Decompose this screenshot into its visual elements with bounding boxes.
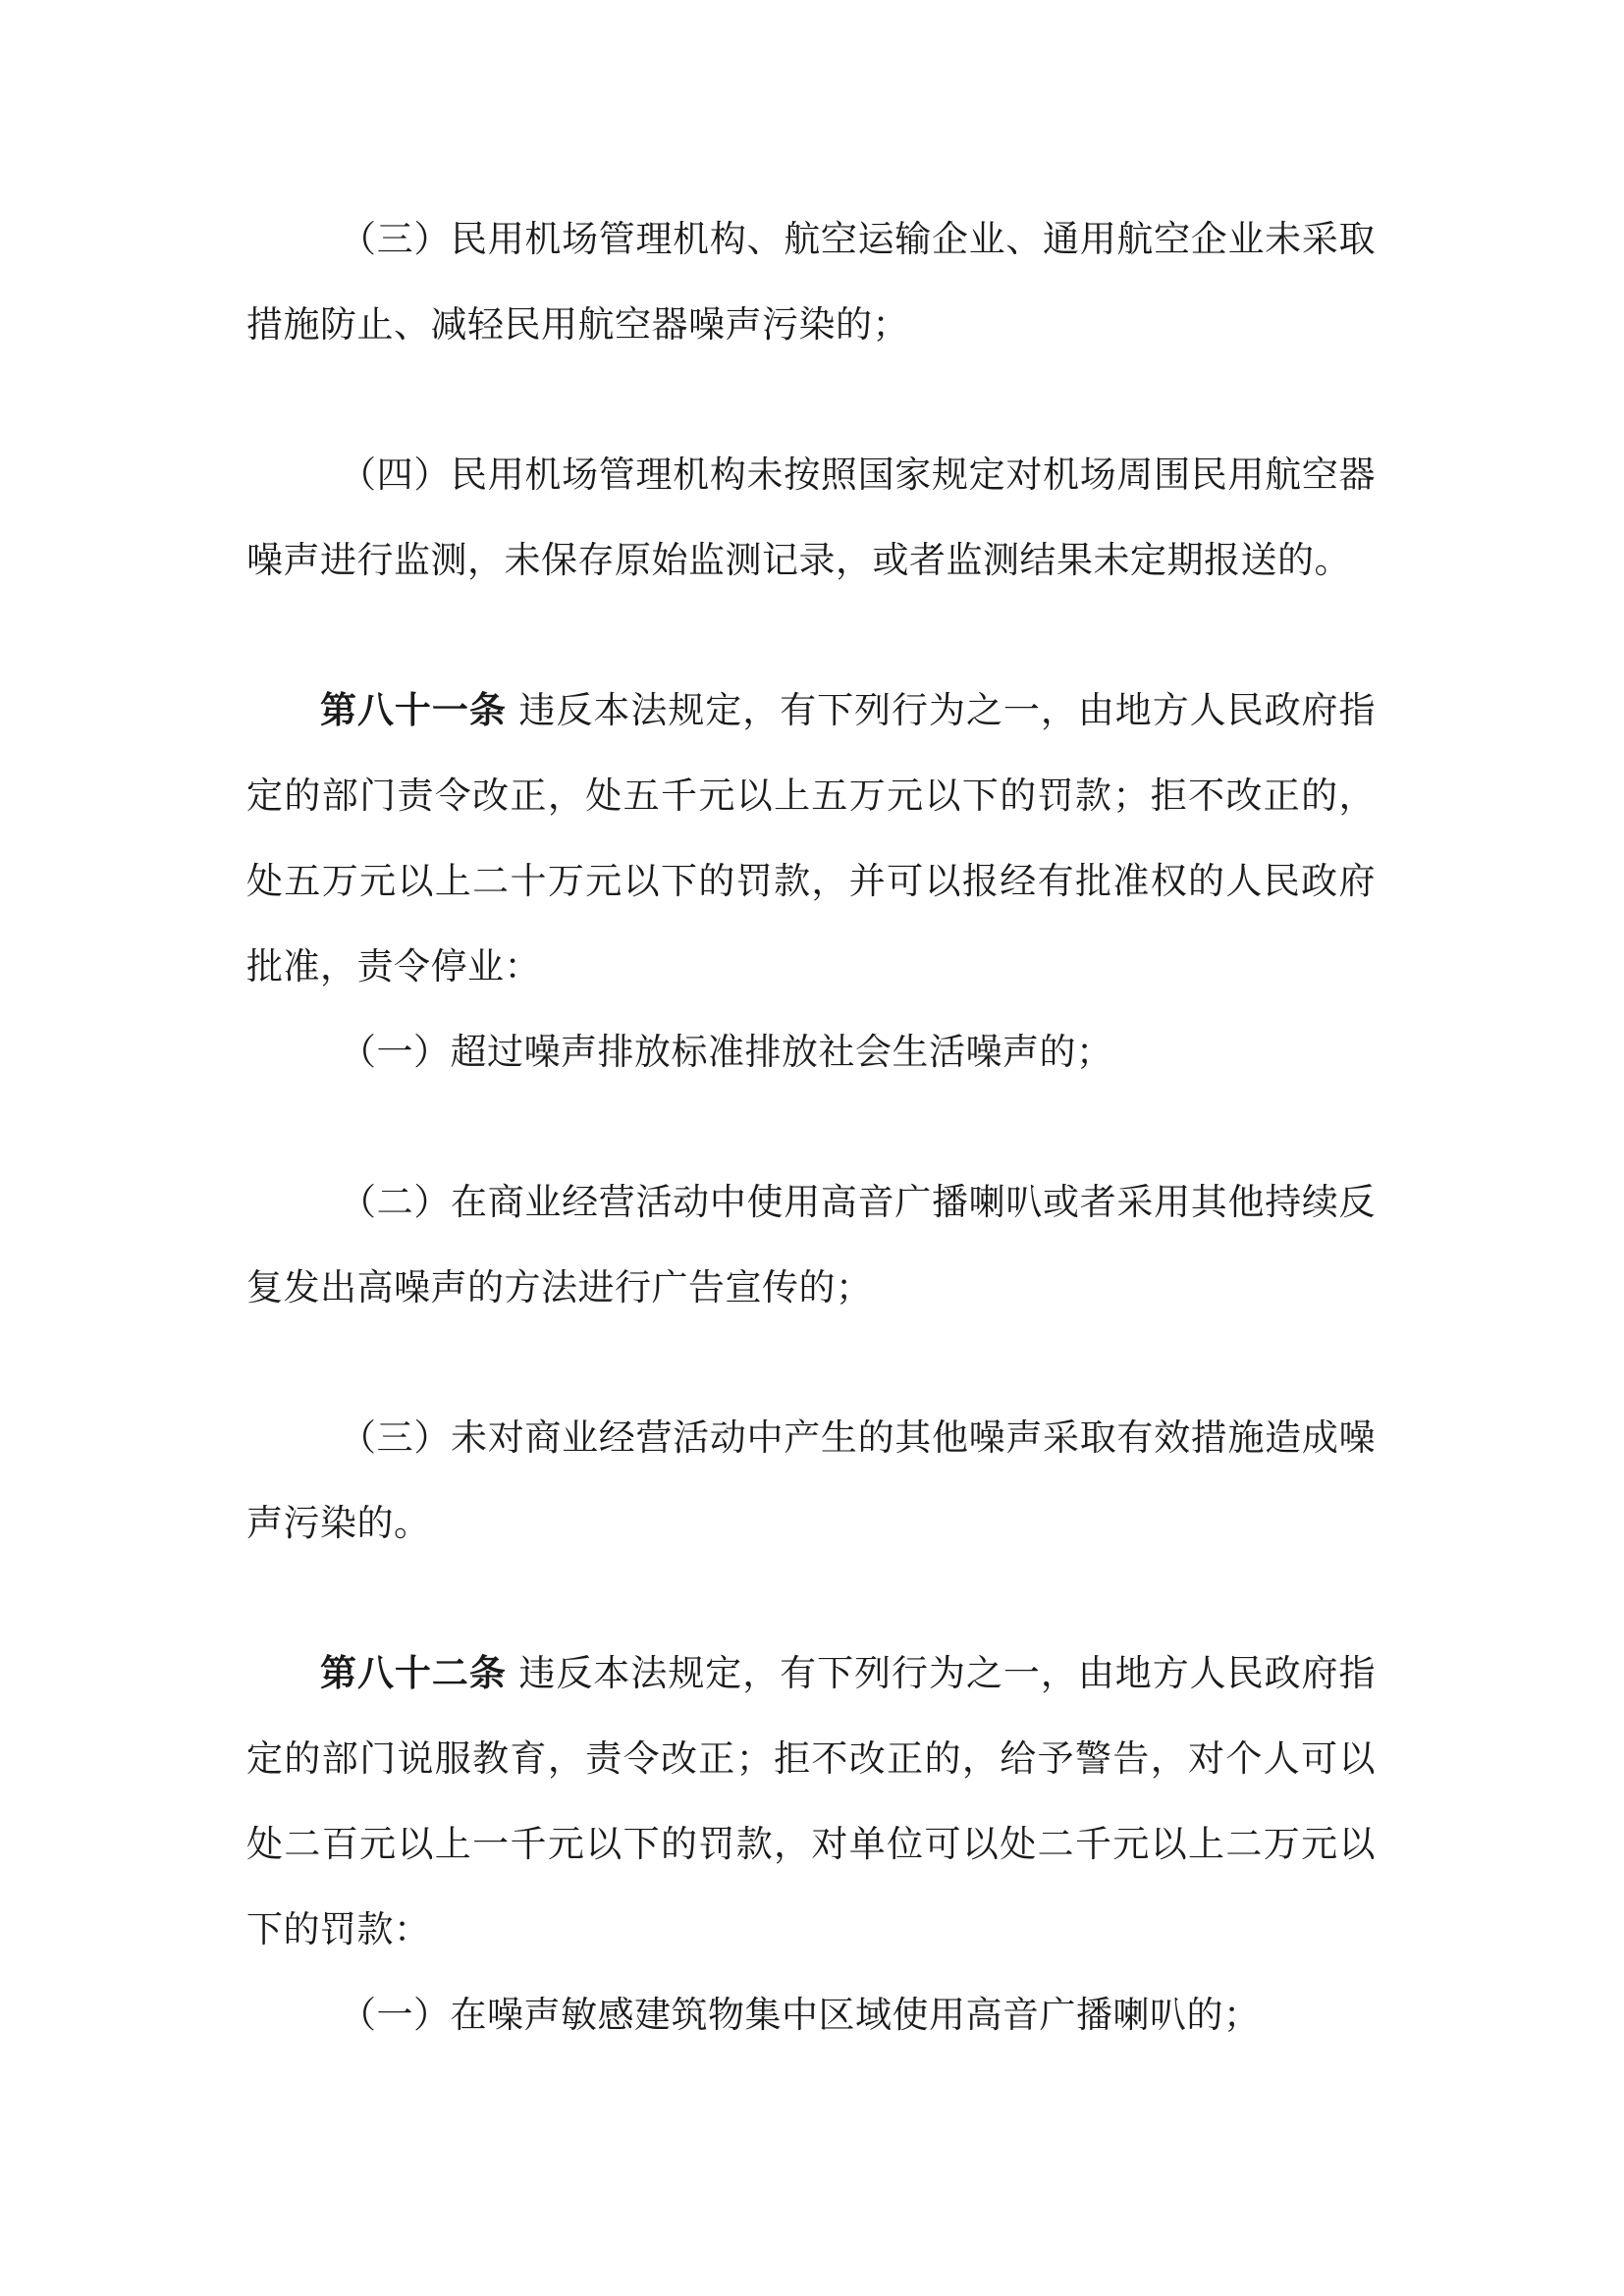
document-page	[246, 196, 1376, 2057]
article-paragraph	[246, 667, 1376, 1009]
clause-paragraph	[246, 1159, 1376, 1330]
article-text: 违反本法规定，有下列行为之一，由地方人民政府指定的部门责令改正，处五千元以上五万元以下的罚款；拒不改正的，处五万元以上二十万元以下的罚款，并可以报经有批准权的人民政府批准，责令停业：	[246, 689, 1377, 988]
clause-paragraph	[246, 432, 1376, 603]
clause-paragraph	[246, 1009, 1376, 1095]
clause-paragraph	[246, 1972, 1376, 2057]
clause-text: （四）民用机场管理机构未按照国家规定对机场周围民用航空器噪声进行监测，未保存原始监测记录，或者监测结果未定期报送的。	[246, 454, 1376, 581]
clause-text: （二）在商业经营活动中使用高音广播喇叭或者采用其他持续反复发出高噪声的方法进行广告宣传的；	[246, 1181, 1376, 1308]
clause-paragraph	[246, 1395, 1376, 1566]
clause-text: （三）民用机场管理机构、航空运输企业、通用航空企业未采取措施防止、减轻民用航空器噪声污染的；	[246, 218, 1376, 346]
article-label: 第八十二条	[320, 1652, 507, 1694]
clause-text: （三）未对商业经营活动中产生的其他噪声采取有效措施造成噪声污染的。	[246, 1416, 1376, 1544]
article-label: 第八十一条	[320, 689, 507, 731]
clause-paragraph	[246, 196, 1376, 367]
clause-text: （一）在噪声敏感建筑物集中区域使用高音广播喇叭的；	[340, 1994, 1261, 2036]
clause-text: （一）超过噪声排放标准排放社会生活噪声的；	[340, 1031, 1113, 1073]
article-paragraph	[246, 1630, 1376, 1972]
article-text: 违反本法规定，有下列行为之一，由地方人民政府指定的部门说服教育，责令改正；拒不改正的，给予警告，对个人可以处二百元以上一千元以下的罚款，对单位可以处二千元以上二万元以下的罚款：	[246, 1652, 1377, 1950]
